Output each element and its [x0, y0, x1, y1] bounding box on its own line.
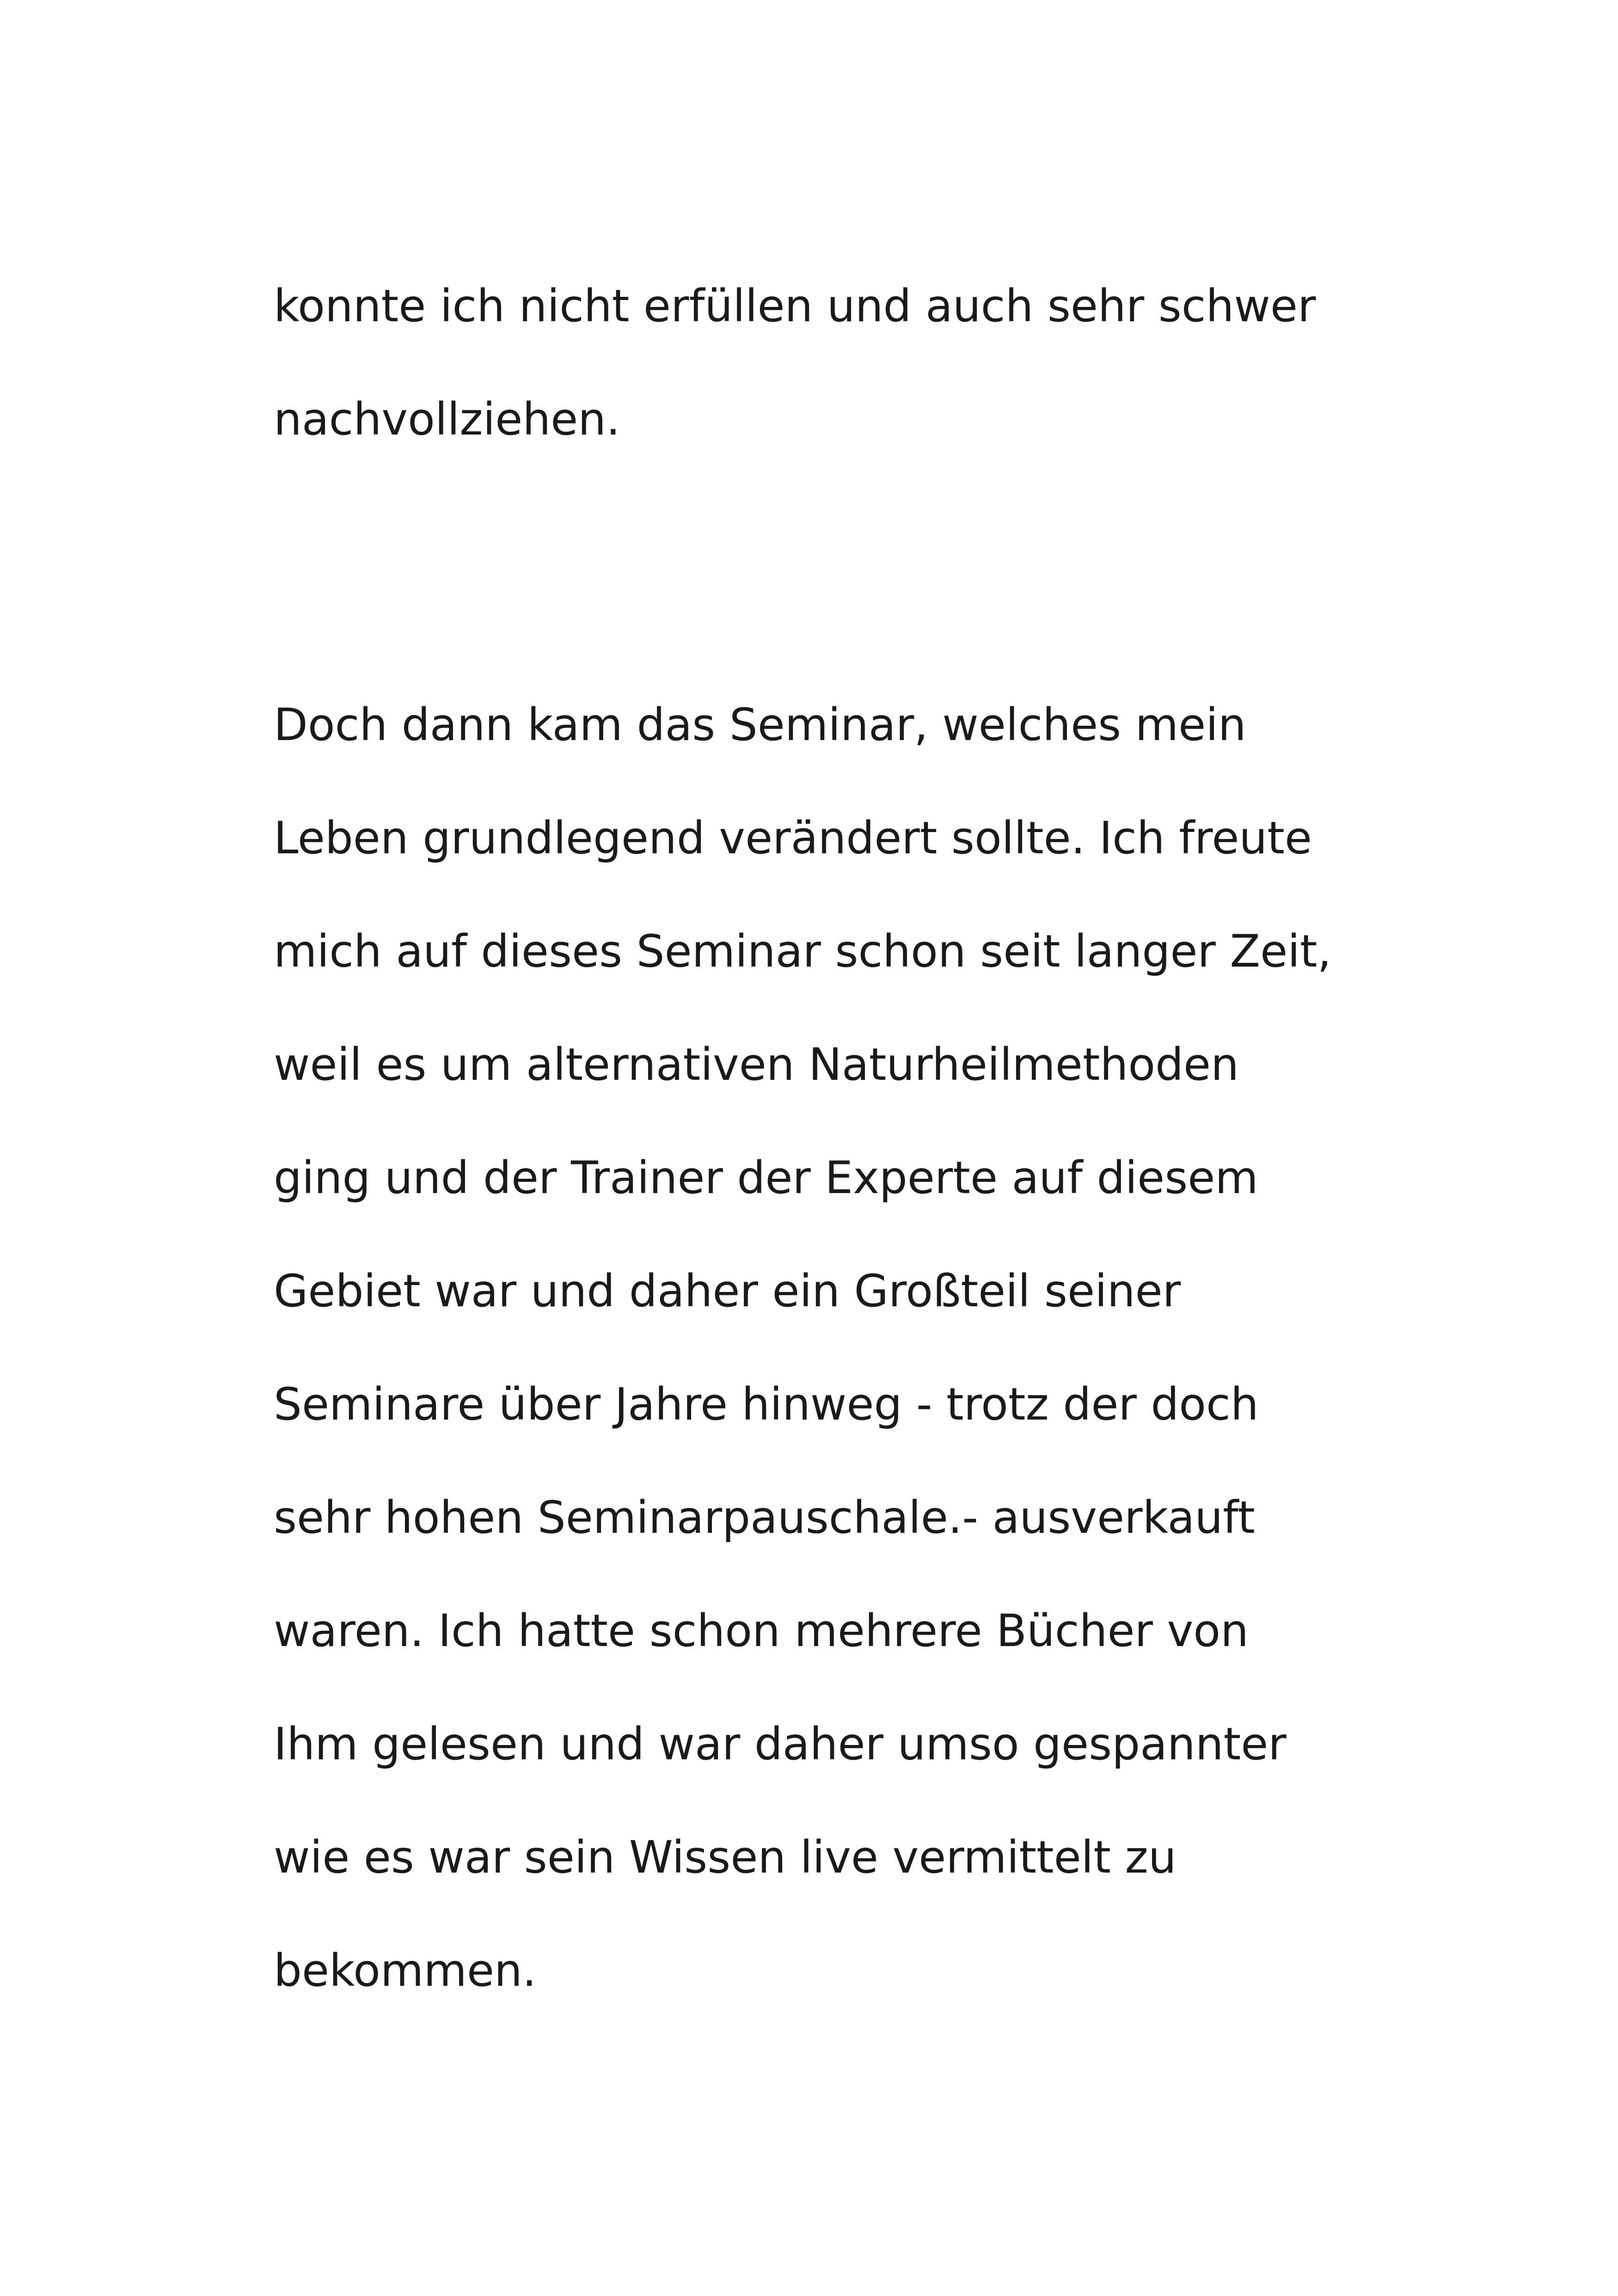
text-line: sehr hohen Seminarpauschale.- ausverkauft	[274, 1492, 1255, 1543]
text-line: Gebiet war und daher ein Großteil seiner	[274, 1265, 1181, 1317]
text-line: Doch dann kam das Seminar, welches mein	[274, 699, 1246, 751]
text-line: waren. Ich hatte schon mehrere Bücher von	[274, 1605, 1249, 1657]
text-line: Seminare über Jahre hinweg - trotz der doch	[274, 1378, 1259, 1430]
text-line: wie es war sein Wissen live vermittelt zu	[274, 1831, 1177, 1883]
paragraph-2	[274, 668, 1383, 2027]
text-line: mich auf dieses Seminar schon seit langer Zeit,	[274, 925, 1332, 977]
text-line: Leben grundlegend verändert sollte. Ich freute	[274, 812, 1312, 864]
text-line: ging und der Trainer der Experte auf diesem	[274, 1152, 1258, 1204]
text-line: weil es um alternativen Naturheilmethoden	[274, 1039, 1239, 1090]
text-line: nachvollziehen.	[274, 393, 620, 445]
text-line: bekommen.	[274, 1945, 537, 1996]
text-line: konnte ich nicht erfüllen und auch sehr schwer	[274, 280, 1316, 332]
text-line: Ihm gelesen und war daher umso gespannter	[274, 1718, 1287, 1770]
paragraph-1	[274, 250, 1383, 476]
